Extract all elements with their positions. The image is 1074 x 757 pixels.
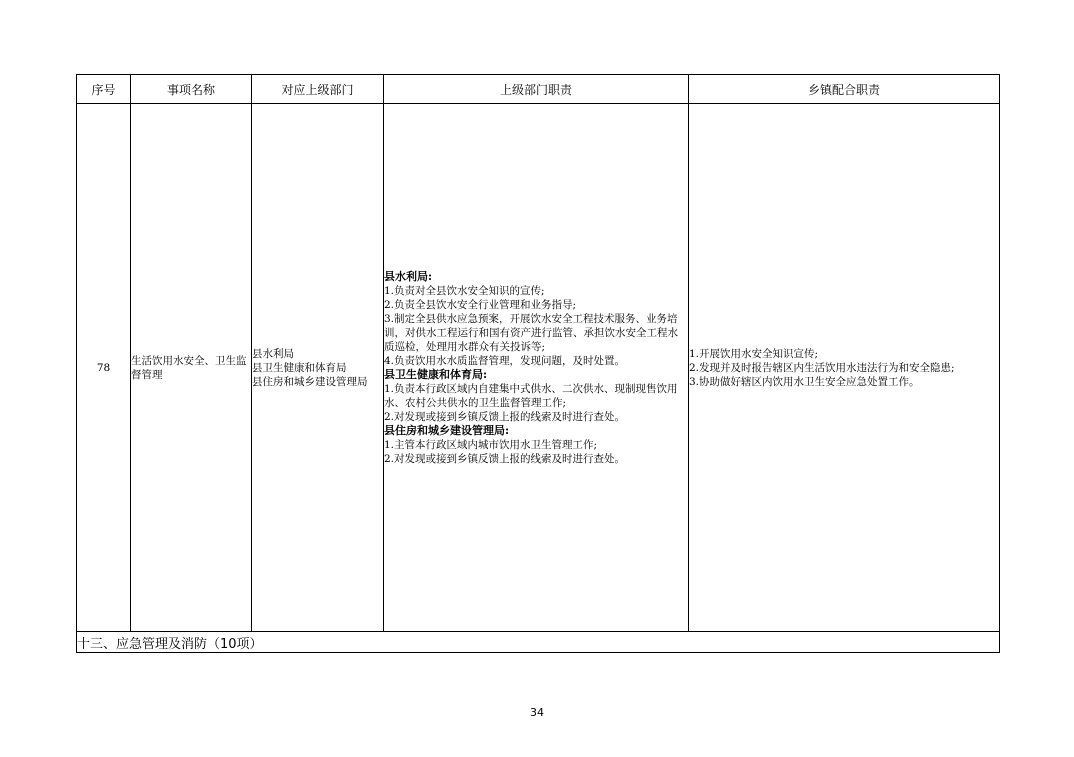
item-name-text: 生活饮用水安全、卫生监督管理 (131, 354, 247, 381)
duty-line: 1.负责对全县饮水安全知识的宣传; (384, 284, 545, 297)
duty-table (76, 74, 1000, 653)
row-upper-duties (384, 104, 689, 632)
town-duty-line: 2.发现并及时报告辖区内生活饮用水违法行为和安全隐患; (689, 361, 955, 374)
row-seq: 78 (77, 104, 131, 632)
dept-health: 县卫生健康和体育局 (252, 361, 347, 374)
duty-line: 2.负责全县饮水安全行业管理和业务指导; (384, 298, 577, 311)
row-town-duties (689, 104, 1000, 632)
row-item-name (131, 104, 252, 632)
town-duty-line: 3.协助做好辖区内饮用水卫生安全应急处置工作。 (689, 375, 920, 388)
duty-title-health: 县卫生健康和体育局: (384, 367, 488, 381)
dept-housing: 县住房和城乡建设管理局 (252, 375, 368, 388)
duty-title-water: 县水利局: (384, 269, 433, 283)
duty-line: 1.负责本行政区域内自建集中式供水、二次供水、现制现售饮用水、农村公共供水的卫生监督管理工作; (384, 382, 678, 409)
page-number: 34 (530, 706, 544, 719)
duty-title-housing: 县住房和城乡建设管理局: (384, 423, 510, 437)
header-seq: 序号 (77, 75, 131, 104)
header-upper-duty: 上级部门职责 (384, 75, 689, 104)
header-upper-dept: 对应上级部门 (252, 75, 384, 104)
section-row (77, 632, 1000, 653)
row-depts (252, 104, 384, 632)
header-row (77, 75, 1000, 104)
town-duty-line: 1.开展饮用水安全知识宣传; (689, 347, 819, 360)
table-row (77, 104, 1000, 632)
duty-line: 2.对发现或接到乡镇反馈上报的线索及时进行查处。 (384, 452, 626, 465)
duty-line: 2.对发现或接到乡镇反馈上报的线索及时进行查处。 (384, 410, 626, 423)
duty-line: 1.主管本行政区域内城市饮用水卫生管理工作; (384, 438, 598, 451)
dept-water: 县水利局 (252, 347, 294, 360)
duty-line: 3.制定全县供水应急预案，开展饮水安全工程技术服务、业务培训，对供水工程运行和国有资产进行监管、承担饮水安全工程水质巡检，处理用水群众有关投诉等; (384, 312, 678, 353)
duty-line: 4.负责饮用水水质监督管理，发现问题，及时处置。 (384, 354, 626, 367)
section-heading: 十三、应急管理及消防（10项） (77, 632, 1000, 653)
header-item-name: 事项名称 (131, 75, 252, 104)
header-town-duty: 乡镇配合职责 (689, 75, 1000, 104)
